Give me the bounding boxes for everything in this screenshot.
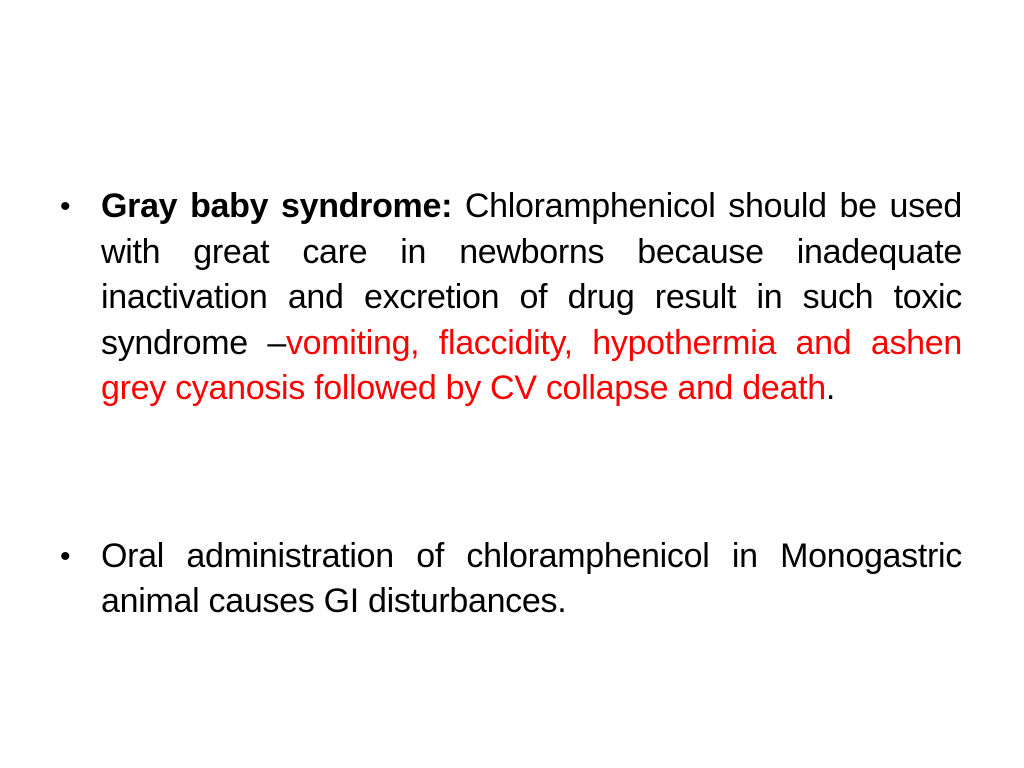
bullet-heading: Gray baby syndrome: [101, 187, 453, 225]
bullet-marker: • [60, 539, 71, 573]
bullet-gray-baby-syndrome [60, 184, 962, 412]
bullet-oral-administration [60, 534, 962, 625]
bullet-text: Chloramphenicol should be used with great care in newborns because inadequate inactivation and excretion of drug result in such toxic syndrome – [101, 187, 962, 362]
bullet-marker: • [60, 190, 71, 223]
bullet-text: Oral administration of chloramphenicol in Monogastric animal causes GI disturbances. [101, 536, 962, 620]
bullet-list [60, 184, 962, 625]
bullet-ending: . [825, 369, 836, 407]
bullet-highlight: vomiting, flaccidity, hypothermia and ashen grey cyanosis followed by CV collapse and death [101, 323, 962, 407]
